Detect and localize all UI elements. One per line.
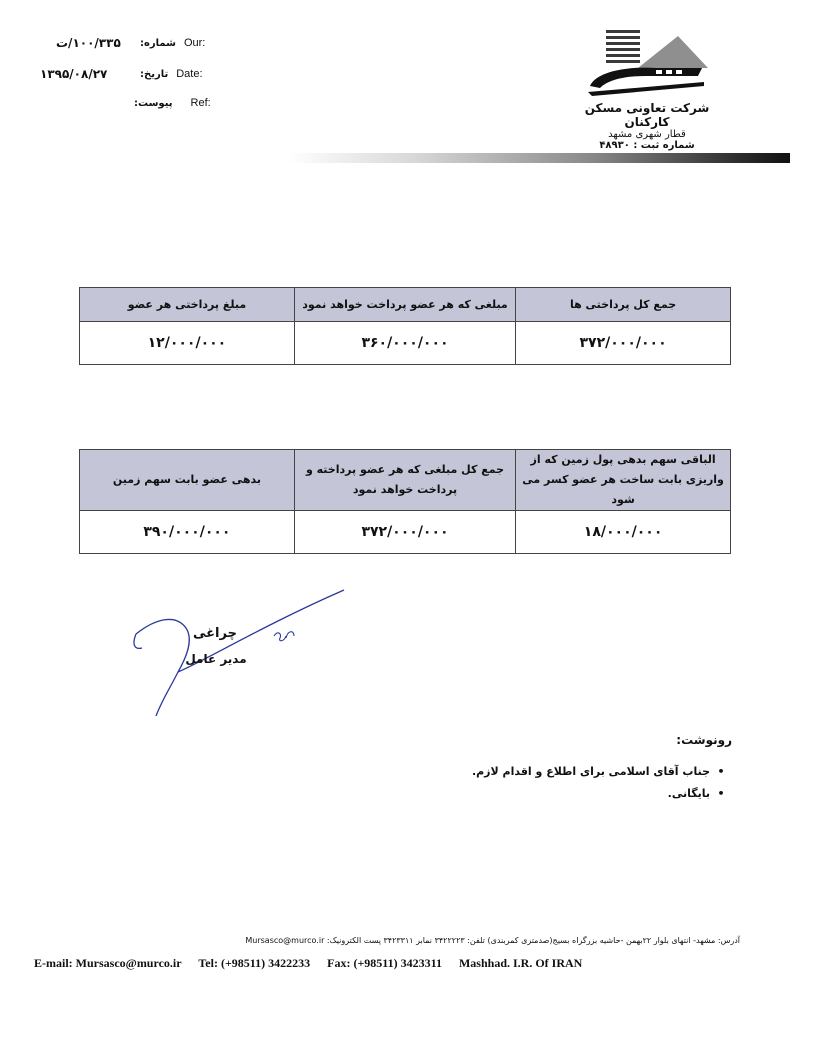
company-subtitle: قطار شهری مشهد xyxy=(608,129,686,140)
reference-number-row xyxy=(56,36,205,50)
signer-title: مدیر عامل xyxy=(185,652,247,666)
land-debt-table-row xyxy=(80,511,731,554)
payment-table-cell: ۳۶۰/۰۰۰/۰۰۰ xyxy=(294,322,515,365)
land-debt-table-cell: ۳۷۲/۰۰۰/۰۰۰ xyxy=(294,511,515,554)
footer-email: E-mail: Mursasco@murco.ir xyxy=(34,956,182,970)
footer-contact xyxy=(34,956,582,971)
reference-attachment-label-en: Ref: xyxy=(190,97,211,109)
payment-table xyxy=(79,287,731,365)
cc-list xyxy=(472,761,732,805)
reference-date: ۱۳۹۵/۰۸/۲۷ xyxy=(40,67,108,81)
footer-location: Mashhad. I.R. Of IRAN xyxy=(458,956,583,970)
payment-table-header: جمع کل پرداختی ها xyxy=(516,288,731,322)
footer-fax: Fax: (+98511) 3423311 xyxy=(327,956,442,970)
cc-item: • جناب آقای اسلامی برای اطلاع و اقدام لازم. xyxy=(472,761,732,783)
reference-attachment-label: پیوست: xyxy=(134,97,173,109)
payment-table-header: مبلغی که هر عضو پرداخت خواهد نمود xyxy=(294,288,515,322)
cc-title: رونوشت: xyxy=(676,733,732,747)
reference-date-label: تاریخ: xyxy=(140,68,169,80)
payment-table-cell: ۳۷۲/۰۰۰/۰۰۰ xyxy=(516,322,731,365)
land-debt-table-header: جمع کل مبلغی که هر عضو پرداخته و پرداخت خواهد نمود xyxy=(294,450,515,511)
company-logo xyxy=(586,26,716,100)
company-registration: شماره ثبت : ۴۸۹۳۰ xyxy=(599,140,695,151)
payment-table-row xyxy=(80,322,731,365)
header-divider xyxy=(288,153,790,163)
land-debt-table-cell: ۱۸/۰۰۰/۰۰۰ xyxy=(516,511,731,554)
land-debt-table xyxy=(79,449,731,554)
land-debt-table-cell: ۳۹۰/۰۰۰/۰۰۰ xyxy=(80,511,295,554)
payment-table-header-row xyxy=(80,288,731,322)
payment-table-header: مبلغ پرداختی هر عضو xyxy=(80,288,295,322)
cc-item: • بایگانی. xyxy=(472,783,732,805)
reference-number-label-en: Our: xyxy=(183,37,206,49)
reference-attachment-row xyxy=(134,97,211,109)
company-name: شرکت تعاونی مسکن کارکنان xyxy=(584,101,710,129)
signer-name: چراغی xyxy=(193,626,237,641)
company-text xyxy=(566,101,728,151)
footer-tel: Tel: (+98511) 3422233 xyxy=(198,956,311,970)
land-debt-table-header-row xyxy=(80,450,731,511)
land-debt-table-header: الباقی سهم بدهی پول زمین که از واریزی بابت ساخت هر عضو کسر می شود xyxy=(516,450,731,511)
footer-address: آدرس: مشهد- انتهای بلوار ۲۲بهمن -حاشیه بزرگراه بسیج(صدمتری کمربندی) تلفن: ۳۴۲۲۲۲۳ نمابر ۳۴۲۳۳۱۱ پست الکترونیک: Mursasco@murco.ir xyxy=(245,936,740,945)
land-debt-table-header: بدهی عضو بابت سهم زمین xyxy=(80,450,295,511)
reference-date-row xyxy=(40,67,203,81)
company-logo-graphic xyxy=(586,26,716,100)
payment-table-cell: ۱۲/۰۰۰/۰۰۰ xyxy=(80,322,295,365)
reference-number: ۱۰۰/۳۳۵/ت xyxy=(56,36,121,50)
reference-date-label-en: Date: xyxy=(176,68,203,80)
reference-number-label: شماره: xyxy=(140,37,176,49)
